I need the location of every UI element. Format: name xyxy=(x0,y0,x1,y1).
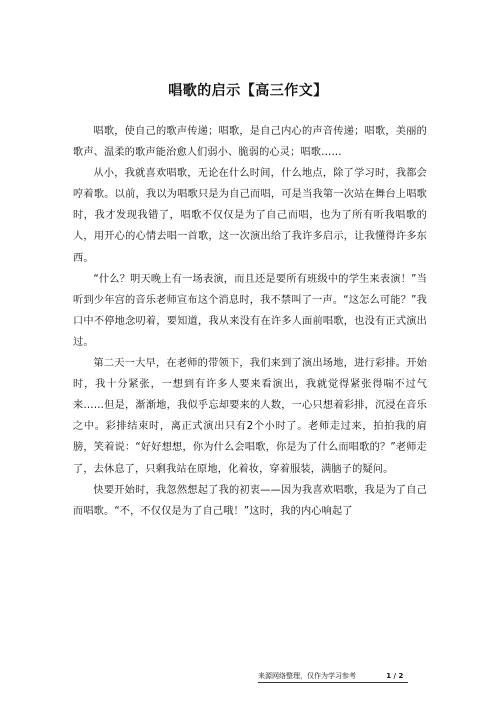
document-title: 唱歌的启示【高三作文】 xyxy=(168,83,328,99)
paragraph-5: 快要开始时，我忽然想起了我的初衷——因为我喜欢唱歌，我是为了自己而唱歌。“不，不仅仅是为了自己哦！”这时，我的内心响起了 xyxy=(73,484,427,517)
paragraph-4: 第二天一大早，在老师的带领下，我们来到了演出场地，进行彩排。开始时，我十分紧张，一想到有许多人要来看演出，我就觉得紧张得喘不过气来……但是，渐渐地，我似乎忘却要来的人数，一心只想着彩排，沉浸在音乐之中。彩排结束时，离正式演出只有2个小时了。老师走过来，拍拍我的肩膀，笑着说：“好好想想，你为什么会唱歌，你是为了什么而唱歌的？”老师走了，去休息了，只剩我站在原地，化着妆，穿着服装，满脑子的疑问。 xyxy=(73,358,427,475)
paragraph-3: “什么？明天晚上有一场表演，而且还是要所有班级中的学生来表演！”当听到少年宫的音乐老师宣布这个消息时，我不禁叫了一声。“这怎么可能？”我口中不停地念叨着，要知道，我从来没有在许多人面前唱歌，也没有正式演出过。 xyxy=(73,273,427,348)
footer-underline xyxy=(258,682,408,683)
paragraph-1: 唱歌，使自己的歌声传递；唱歌，是自己内心的声音传递；唱歌，美丽的歌声、温柔的歌声能治愈人们弱小、脆弱的心灵；唱歌…… xyxy=(73,126,427,159)
page-number: 1 / 2 xyxy=(386,672,404,680)
paragraph-2: 从小，我就喜欢唱歌，无论在什么时间，什么地点，除了学习时，我都会哼着歌。以前，我以为唱歌只是为自己而唱，可是当我第一次站在舞台上唱歌时，我才发现我错了，唱歌不仅仅是为了自己而唱，也为了所有听我唱歌的人，用开心的心情去唱一首歌，这一次演出给了我许多启示，让我懂得许多东西。 xyxy=(73,168,427,264)
footer-note: 来源网络整理，仅作为学习参考 xyxy=(258,672,356,680)
page-footer xyxy=(258,670,428,682)
article-body xyxy=(73,121,427,522)
